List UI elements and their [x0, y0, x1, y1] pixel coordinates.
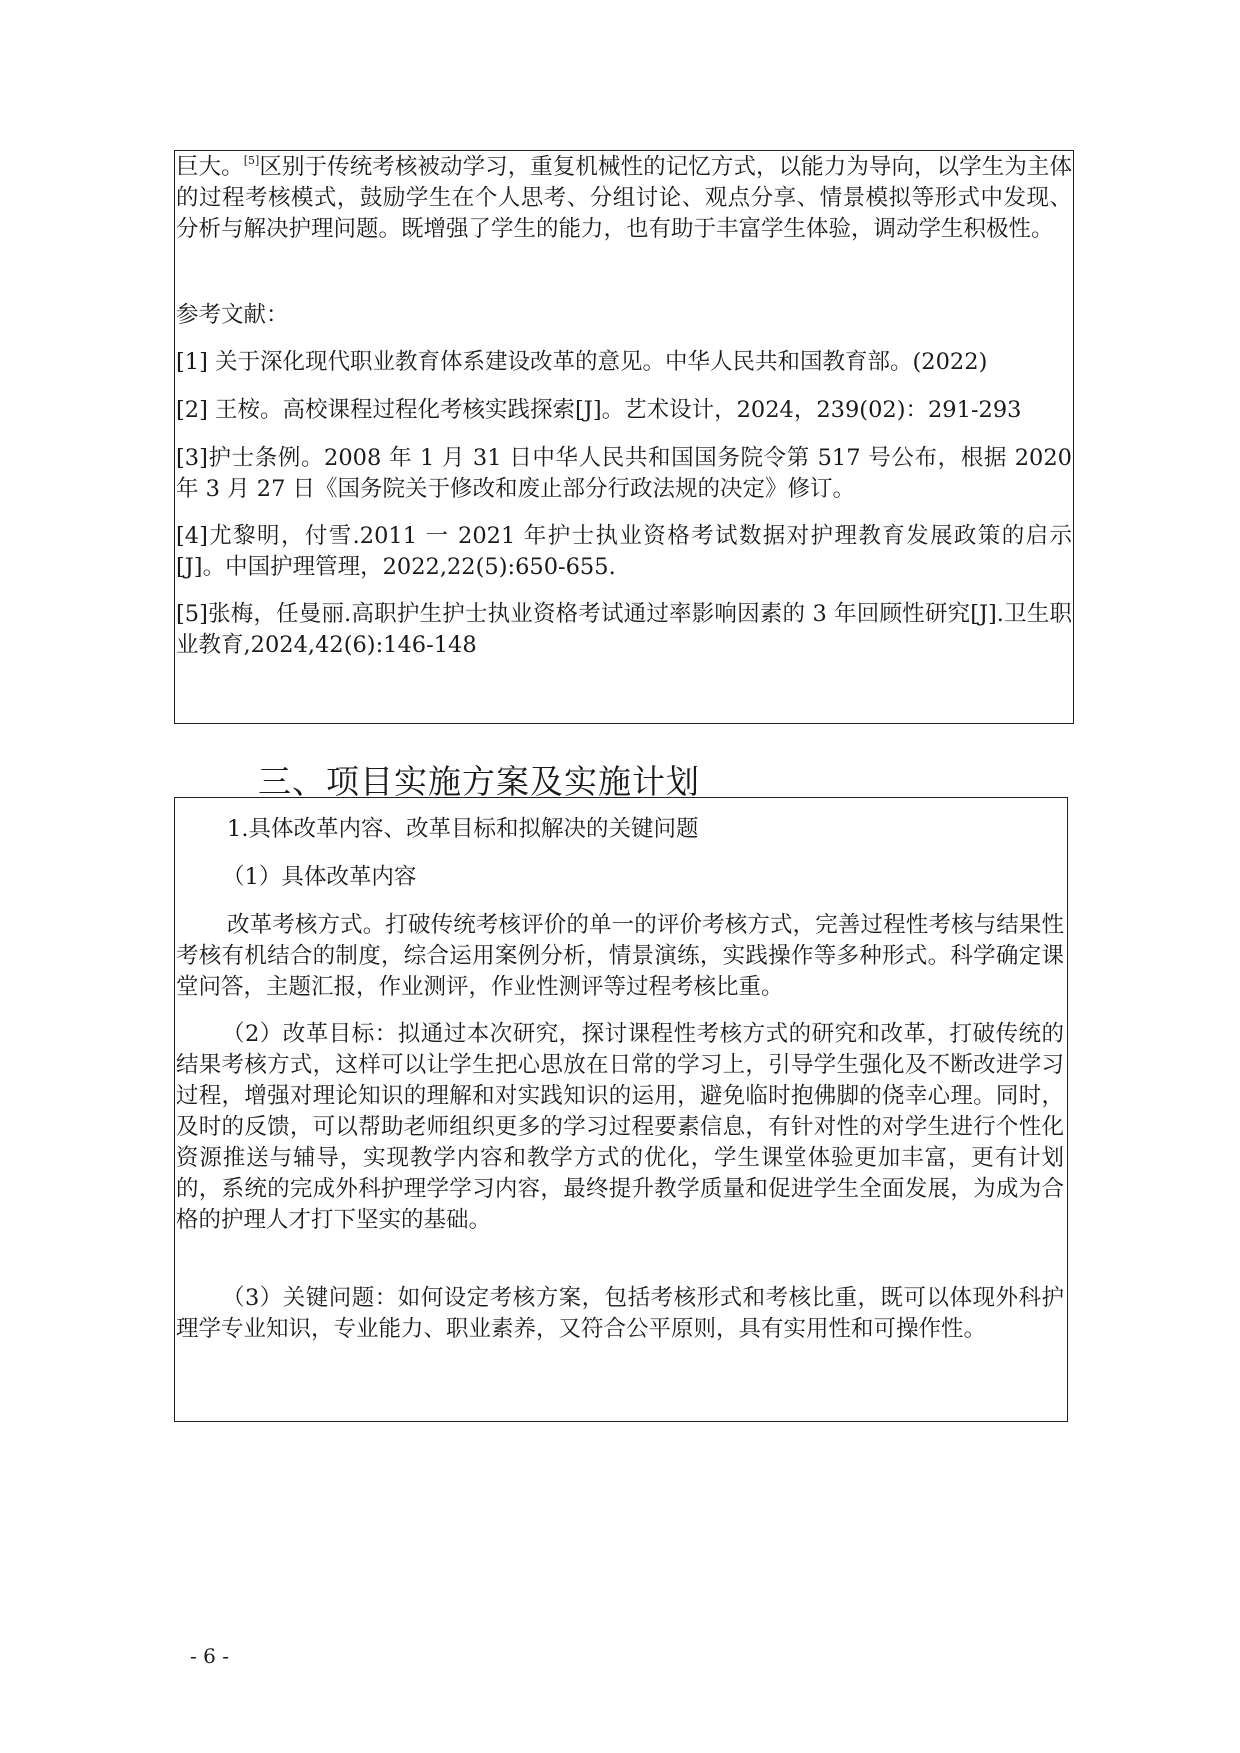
references-heading: 参考文献： [176, 302, 289, 328]
section-heading: 三、项目实施方案及实施计划 [258, 762, 700, 801]
reference-item: [4]尤黎明，付雪.2011 一 2021 年护士执业资格考试数据对护理教育发展政策的启示[J]。中国护理管理，2022,22(5):650-655. [176, 523, 1072, 580]
page-number: - 6 - [190, 1644, 229, 1668]
continued-paragraph: 巨大。[5]区别于传统考核被动学习，重复机械性的记忆方式，以能力为导向，以学生为主体的过程考核模式，鼓励学生在个人思考、分组讨论、观点分享、情景模拟等形式中发现、分析与解决护理问题。既增强了学生的能力，也有助于丰富学生体验，调动学生积极性。 [176, 154, 1072, 242]
sub1-body: 改革考核方式。打破传统考核评价的单一的评价考核方式，完善过程性考核与结果性考核有机结合的制度，综合运用案例分析，情景演练，实践操作等多种形式。科学确定课堂问答，主题汇报，作业测评，作业性测评等过程考核比重。 [176, 912, 1064, 1000]
item1-title: 1.具体改革内容、改革目标和拟解决的关键问题 [227, 816, 699, 842]
reference-item: [5]张梅，任曼丽.高职护生护士执业资格考试通过率影响因素的 3 年回顾性研究[J].卫生职业教育,2024,42(6):146-148 [176, 601, 1072, 658]
citation-marker: [5] [243, 154, 260, 167]
sub2-paragraph: （2）改革目标：拟通过本次研究，探讨课程性考核方式的研究和改革，打破传统的结果考核方式，这样可以让学生把心思放在日常的学习上，引导学生强化及不断改进学习过程，增强对理论知识的理解和对实践知识的运用，避免临时抱佛脚的侥幸心理。同时，及时的反馈，可以帮助老师组织更多的学习过程要素信息，有针对性的对学生进行个性化资源推送与辅导，实现教学内容和教学方式的优化，学生课堂体验更加丰富，更有计划的，系统的完成外科护理学学习内容，最终提升教学质量和促进学生全面发展，为成为合格的护理人才打下坚实的基础。 [176, 1021, 1064, 1233]
sub3-paragraph: （3）关键问题：如何设定考核方案，包括考核形式和考核比重，既可以体现外科护理学专业知识，专业能力、职业素养，又符合公平原则，具有实用性和可操作性。 [176, 1285, 1064, 1342]
reference-item: [3]护士条例。2008 年 1 月 31 日中华人民共和国国务院令第 517 号公布，根据 2020 年 3 月 27 日《国务院关于修改和废止部分行政法规的决定》修订。 [176, 445, 1072, 502]
reference-item: [1] 关于深化现代职业教育体系建设改革的意见。中华人民共和国教育部。(2022) [176, 349, 988, 375]
reference-item: [2] 王桉。高校课程过程化考核实践探索[J]。艺术设计，2024，239(02)：291-293 [176, 397, 1022, 423]
sub1-title: （1）具体改革内容 [222, 864, 417, 890]
